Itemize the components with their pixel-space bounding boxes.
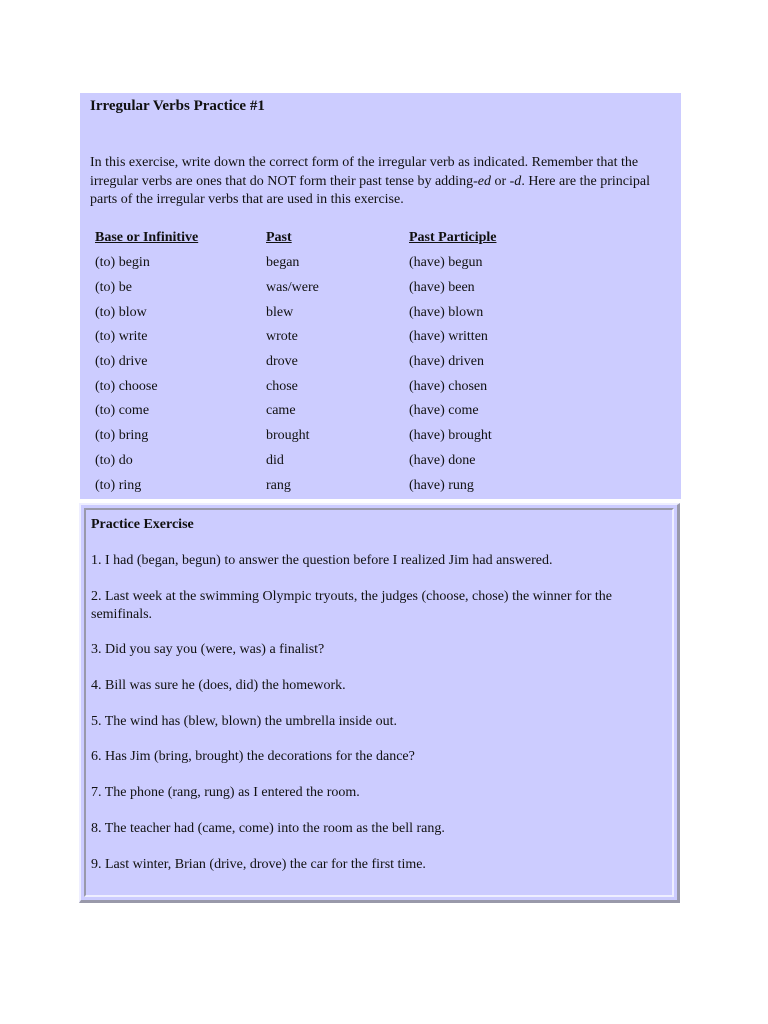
- cell-base: (to) bring: [95, 428, 149, 444]
- cell-past: began: [266, 255, 300, 271]
- page-title: Irregular Verbs Practice #1: [90, 98, 265, 114]
- cell-past-participle: (have) driven: [409, 354, 485, 370]
- cell-base: (to) do: [95, 452, 133, 468]
- intro-suffix-d: -d: [509, 173, 522, 189]
- cell-past: was/were: [266, 280, 319, 296]
- cell-past-participle: (have) done: [409, 452, 476, 468]
- intro-text-part2: . Here are the principal parts of the irregular verbs that are used in this exercise.: [90, 173, 650, 207]
- cell-past: blew: [266, 304, 294, 320]
- cell-past: brought: [266, 428, 310, 444]
- list-item: 2. Last week at the swimming Olympic tryouts, the judges (choose, chose) the winner for the semifinals.: [91, 588, 612, 622]
- cell-past: chose: [266, 378, 298, 394]
- list-item: 5. The wind has (blew, blown) the umbrella inside out.: [91, 713, 397, 729]
- practice-exercise-inner-frame: [84, 508, 674, 897]
- verb-table: [95, 230, 589, 498]
- cell-base: (to) be: [95, 280, 132, 296]
- cell-base: (to) blow: [95, 304, 147, 320]
- practice-exercise-panel: [79, 503, 680, 903]
- list-item: 9. Last winter, Brian (drive, drove) the car for the first time.: [91, 856, 426, 872]
- table-row: [95, 424, 589, 449]
- cell-base: (to) drive: [95, 354, 148, 370]
- header-base-infinitive: Base or Infinitive: [95, 230, 199, 245]
- cell-past-participle: (have) rung: [409, 477, 474, 493]
- table-row: [95, 449, 589, 474]
- cell-past-participle: (have) begun: [409, 255, 483, 271]
- cell-base: (to) ring: [95, 477, 142, 493]
- cell-past: came: [266, 403, 296, 419]
- header-past-participle: Past Participle: [409, 230, 497, 245]
- cell-past: wrote: [266, 329, 298, 345]
- table-row: [95, 300, 589, 325]
- cell-past-participle: (have) brought: [409, 428, 492, 444]
- header-past: Past: [266, 230, 292, 245]
- cell-past-participle: (have) come: [409, 403, 479, 419]
- cell-base: (to) come: [95, 403, 150, 419]
- intro-suffix-ed: -ed: [473, 173, 491, 189]
- cell-base: (to) begin: [95, 255, 150, 271]
- cell-past-participle: (have) been: [409, 280, 475, 296]
- table-row: [95, 325, 589, 350]
- verb-reference-panel: [80, 93, 681, 499]
- list-item: 6. Has Jim (bring, brought) the decorations for the dance?: [91, 749, 415, 765]
- list-item: 1. I had (began, begun) to answer the question before I realized Jim had answered.: [91, 553, 553, 568]
- table-row: [95, 374, 589, 399]
- table-row: [95, 399, 589, 424]
- cell-past-participle: (have) chosen: [409, 378, 488, 394]
- cell-past: rang: [266, 477, 291, 493]
- list-item: 8. The teacher had (came, come) into the room as the bell rang.: [91, 820, 445, 836]
- list-item: 7. The phone (rang, rung) as I entered the room.: [91, 785, 360, 801]
- cell-base: (to) write: [95, 329, 148, 345]
- exercise-list: [91, 552, 667, 891]
- table-row: [95, 251, 589, 276]
- table-row: [95, 350, 589, 375]
- table-row: [95, 473, 589, 498]
- practice-heading: Practice Exercise: [91, 517, 194, 532]
- intro-text-part1: In this exercise, write down the correct form of the irregular verb as indicated. Remember that the irregular verbs are ones that do NOT form their past tense by adding: [90, 155, 639, 189]
- cell-past-participle: (have) blown: [409, 304, 484, 320]
- verb-table-header-row: [95, 230, 589, 251]
- cell-past: did: [266, 452, 284, 468]
- intro-or: or: [490, 173, 510, 189]
- table-row: [95, 276, 589, 301]
- intro-paragraph: [90, 154, 674, 210]
- cell-past-participle: (have) written: [409, 329, 488, 345]
- list-item: 3. Did you say you (were, was) a finalist?: [91, 642, 325, 658]
- list-item: 4. Bill was sure he (does, did) the homework.: [91, 678, 346, 694]
- cell-past: drove: [266, 354, 298, 370]
- cell-base: (to) choose: [95, 378, 158, 394]
